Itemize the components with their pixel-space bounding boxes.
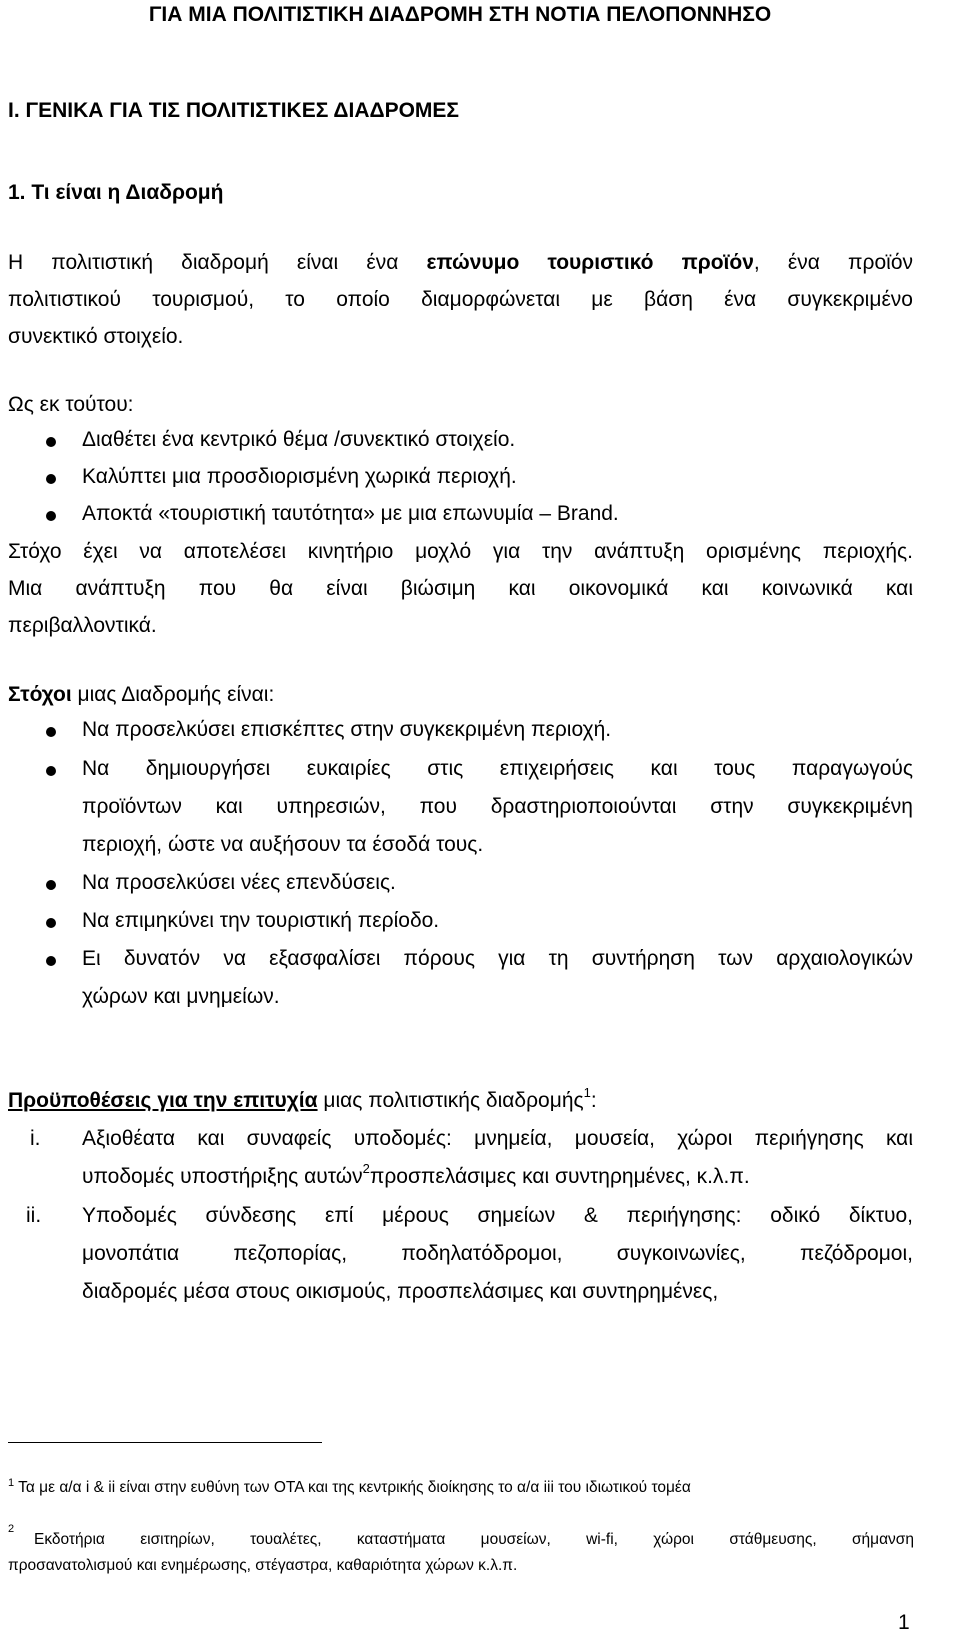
prereq-label: Προϋποθέσεις για την επιτυχία μιας πολιτιστικής διαδρομής$^1$: — [8, 1085, 597, 1112]
bullet-icon — [46, 437, 56, 447]
hence-label: Ως εκ τούτου: — [8, 393, 134, 416]
bullet-icon — [46, 474, 56, 484]
footnote-2-line-1: Εκδοτήρια εισιτηρίων, τουαλέτες, καταστήματα μουσείων, wi-fi, χώροι στάθμευσης, σήμανση — [34, 1531, 914, 1548]
goal-item-5-line-1: Ει δυνατόν να εξασφαλίσει πόρους για τη συντήρηση των αρχαιολογικών — [82, 947, 913, 970]
goal-item-2-line-3: περιοχή, ώστε να αυξήσουν τα έσοδά τους. — [82, 833, 484, 856]
goal-item-5-line-2: χώρων και μνημείων. — [82, 985, 280, 1008]
page-number: 1 — [898, 1611, 910, 1634]
list-marker-i: i. — [30, 1127, 41, 1150]
prereq-ii-line-1: Υποδομές σύνδεσης επί μέρους σημείων & περιήγησης: οδικό δίκτυο, — [82, 1204, 913, 1227]
bullet-icon — [46, 880, 56, 890]
goal-item-2-line-2: προϊόντων και υπηρεσιών, που δραστηριοποιούνται στην συγκεκριμένη — [82, 795, 913, 818]
prereq-ii-line-3: διαδρομές μέσα στους οικισμούς, προσπελάσιμες και συντηρημένες, — [82, 1280, 719, 1303]
hence-item-3: Αποκτά «τουριστική ταυτότητα» με μια επωνυμία – Brand. — [82, 502, 619, 525]
aim-line-1: Στόχο έχει να αποτελέσει κινητήριο μοχλό για την ανάπτυξη ορισμένης περιοχής. — [8, 540, 913, 563]
goal-item-2-line-1: Να δημιουργήσει ευκαιρίες στις επιχειρήσεις και τους παραγωγούς — [82, 757, 913, 780]
prereq-i-line-2: υποδομές υποστήριξης αυτών$^2$προσπελάσιμες και συντηρημένες, κ.λ.π. — [82, 1161, 750, 1188]
footnote-2-number: 2 — [8, 1523, 15, 1535]
footnote-2-line-2: προσανατολισμού και ενημέρωσης, στέγαστρα, καθαριότητα χώρων κ.λ.π. — [8, 1557, 518, 1574]
intro-line-1: Η πολιτιστική διαδρομή είναι ένα επώνυμο τουριστικό προϊόν, ένα προϊόν — [8, 251, 913, 274]
goals-label: Στόχοι μιας Διαδρομής είναι: — [8, 683, 275, 706]
section-heading: Ι. ΓΕΝΙΚΑ ΓΙΑ ΤΙΣ ΠΟΛΙΤΙΣΤΙΚΕΣ ΔΙΑΔΡΟΜΕΣ — [8, 99, 460, 122]
intro-bold-term: επώνυμο τουριστικό προϊόν — [426, 251, 754, 274]
bullet-icon — [46, 956, 56, 966]
footnote-ref-2[interactable]: 2 — [362, 1161, 370, 1176]
footnote-1: $^1$ Τα με α/α i & ii είναι στην ευθύνη των ΟΤΑ και της κεντρικής διοίκησης το α/α iii του ιδιωτικού τομέα — [8, 1477, 691, 1497]
prereq-i-line-1: Αξιοθέατα και συναφείς υποδομές: μνημεία, μουσεία, χώροι περιήγησης και — [82, 1127, 913, 1150]
goal-item-1: Να προσελκύσει επισκέπτες στην συγκεκριμένη περιοχή. — [82, 718, 612, 741]
goal-item-4: Να επιμηκύνει την τουριστική περίοδο. — [82, 909, 440, 932]
intro-line-2: πολιτιστικού τουρισμού, το οποίο διαμορφώνεται με βάση ένα συγκεκριμένο — [8, 288, 913, 311]
hence-item-1: Διαθέτει ένα κεντρικό θέμα /συνεκτικό στοιχείο. — [82, 428, 516, 451]
aim-line-3: περιβαλλοντικά. — [8, 614, 157, 637]
hence-item-2: Καλύπτει μια προσδιορισμένη χωρικά περιοχή. — [82, 465, 517, 488]
bullet-icon — [46, 918, 56, 928]
intro-line-3: συνεκτικό στοιχείο. — [8, 325, 184, 348]
bullet-icon — [46, 511, 56, 521]
subsection-heading: 1. Τι είναι η Διαδρομή — [8, 181, 224, 204]
aim-line-2: Μια ανάπτυξη που θα είναι βιώσιμη και οικονομικά και κοινωνικά και — [8, 577, 913, 600]
prereq-ii-line-2: μονοπάτια πεζοπορίας, ποδηλατόδρομοι, συγκοινωνίες, πεζόδρομοι, — [82, 1242, 913, 1265]
footnote-separator — [8, 1442, 322, 1443]
bullet-icon — [46, 727, 56, 737]
list-marker-ii: ii. — [26, 1204, 42, 1227]
footnote-ref-1[interactable]: 1 — [583, 1085, 591, 1100]
goal-item-3: Να προσελκύσει νέες επενδύσεις. — [82, 871, 396, 894]
document-title: ΓΙΑ ΜΙΑ ΠΟΛΙΤΙΣΤΙΚΗ ΔΙΑΔΡΟΜΗ ΣΤΗ ΝΟΤΙΑ ΠΕΛΟΠΟΝΝΗΣΟ — [148, 3, 772, 26]
bullet-icon — [46, 766, 56, 776]
